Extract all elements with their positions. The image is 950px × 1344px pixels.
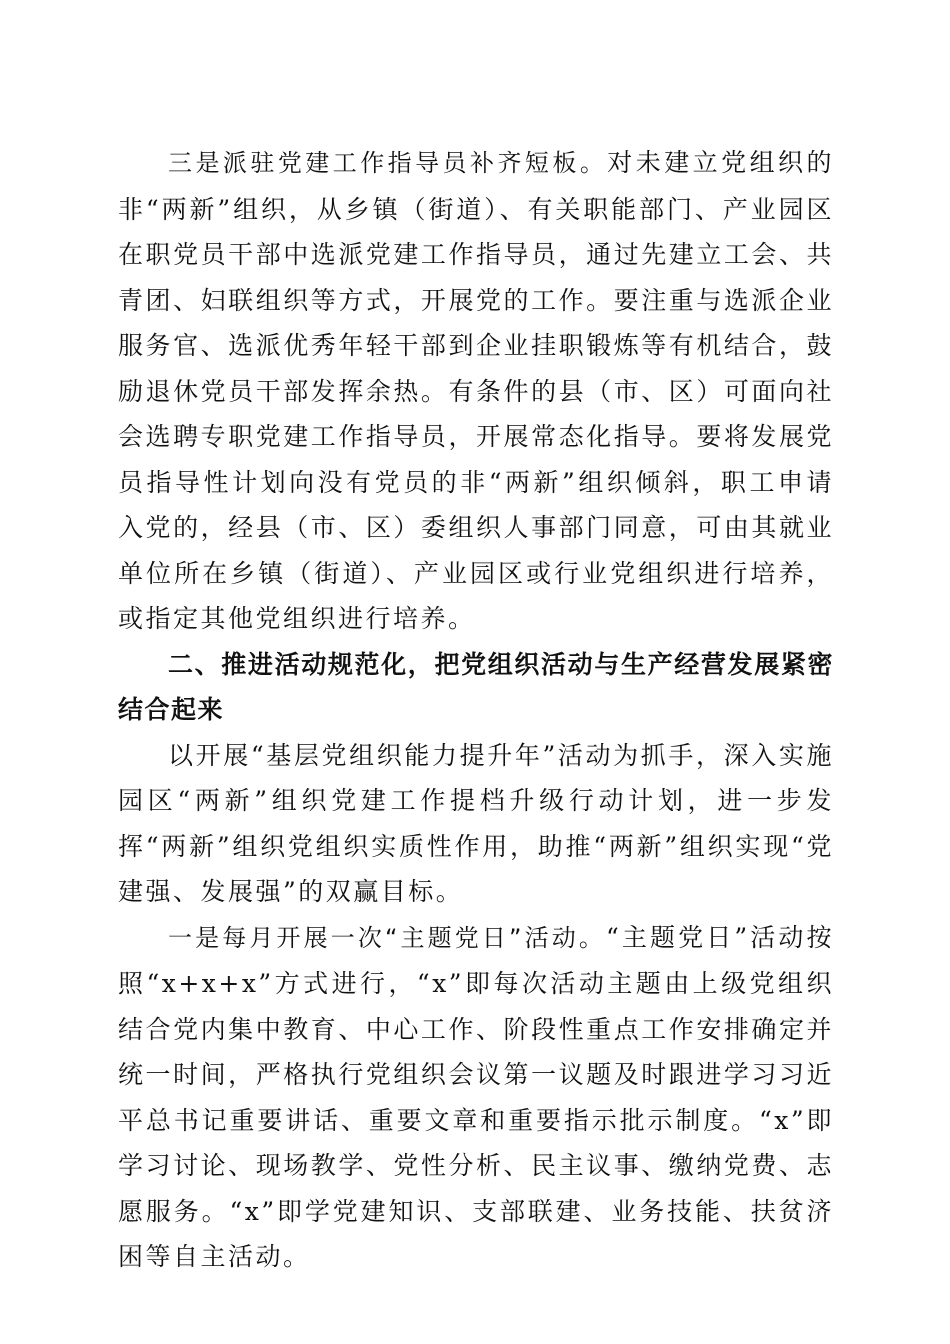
paragraph-text: 以开展“基层党组织能力提升年”活动为抓手，深入实施园区“两新”组织党建工作提档升级行动计划，进一步发挥“两新”组织党组织实质性作用，助推“两新”组织实现“党建强、发展强”的双赢目标。 bbox=[118, 740, 834, 906]
paragraph-lead: 一是每月开展一次“主题党日”活动。 bbox=[168, 923, 606, 952]
paragraph-theme-party-day bbox=[118, 915, 834, 1280]
paragraph-lead: 三是派驻党建工作指导员补齐短板。 bbox=[168, 149, 608, 177]
paragraph-dispatch-instructors bbox=[118, 140, 834, 642]
document-body bbox=[118, 140, 834, 1280]
paragraph-text: 对未建立党组织的非“两新”组织，从乡镇（街道）、有关职能部门、产业园区在职党员干部中选派党建工作指导员，通过先建立工会、共青团、妇联组织等方式，开展党的工作。要注重与选派企业服务官、选派优秀年轻干部到企业挂职锻炼等有机结合，鼓励退休党员干部发挥余热。有条件的县（市、区）可面向社会选聘专职党建工作指导员，开展常态化指导。要将发展党员指导性计划向没有党员的非“两新”组织倾斜，职工申请入党的，经县（市、区）委组织人事部门同意，可由其就业单位所在乡镇（街道）、产业园区或行业党组织进行培养，或指定其他党组织进行培养。 bbox=[118, 148, 834, 633]
section-heading: 二、推进活动规范化，把党组织活动与生产经营发展紧密结合起来 bbox=[118, 649, 834, 724]
paragraph-text: “主题党日”活动按照“x+x+x”方式进行，“x”即每次活动主题由上级党组织结合党内集中教育、中心工作、阶段性重点工作安排确定并统一时间，严格执行党组织会议第一议题及时跟进学习习近平总书记重要讲话、重要文章和重要指示批示制度。“x”即学习讨论、现场教学、党性分析、民主议事、缴纳党费、志愿服务。“x”即学党建知识、支部联建、业务技能、扶贫济困等自主活动。 bbox=[118, 922, 834, 1271]
paragraph-intro bbox=[118, 733, 834, 915]
